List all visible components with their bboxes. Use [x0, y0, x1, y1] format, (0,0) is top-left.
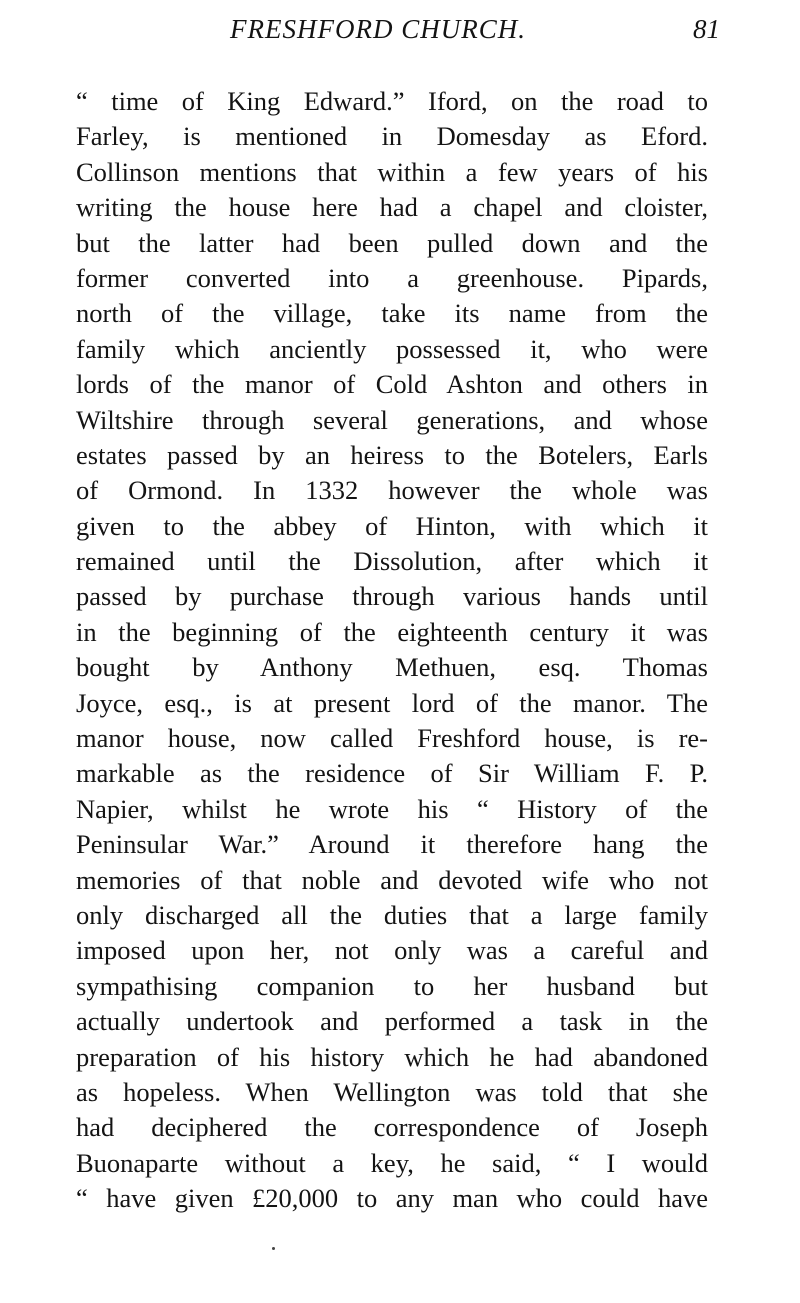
text-line: in the beginning of the eighteenth century it was — [76, 616, 708, 647]
text-line: Joyce, esq., is at present lord of the manor. The — [76, 687, 708, 718]
text-line: estates passed by an heiress to the Botelers, Earls — [76, 439, 708, 470]
text-line: “ have given £20,000 to any man who could have — [76, 1183, 708, 1214]
page-header — [230, 14, 730, 50]
text-line: but the latter had been pulled down and the — [76, 227, 708, 258]
page-number: 81 — [693, 14, 720, 44]
text-line: “ time of King Edward.” Iford, on the road to — [76, 86, 708, 116]
text-line: had deciphered the correspondence of Joseph — [76, 1112, 708, 1143]
text-line: manor house, now called Freshford house, is re- — [76, 723, 708, 754]
text-line: markable as the residence of Sir William F. P. — [76, 758, 708, 789]
body-text — [76, 84, 708, 1217]
text-line: of Ormond. In 1332 however the whole was — [76, 475, 708, 506]
text-line: given to the abbey of Hinton, with which it — [76, 510, 708, 541]
text-line: north of the village, take its name from the — [76, 298, 708, 329]
text-line: as hopeless. When Wellington was told that she — [76, 1076, 708, 1107]
text-line: Peninsular War.” Around it therefore hang the — [76, 829, 708, 860]
text-line: Buonaparte without a key, he said, “ I would — [76, 1147, 708, 1178]
text-line: Napier, whilst he wrote his “ History of the — [76, 793, 708, 824]
running-title: FRESHFORD CHURCH. — [230, 14, 526, 44]
text-line: imposed upon her, not only was a careful and — [76, 935, 708, 966]
text-line: actually undertook and performed a task in the — [76, 1006, 708, 1037]
text-line: sympathising companion to her husband but — [76, 970, 708, 1001]
text-line: former converted into a greenhouse. Pipards, — [76, 262, 708, 293]
text-line: Farley, is mentioned in Domesday as Eford. — [76, 121, 708, 152]
text-line: passed by purchase through various hands until — [76, 581, 708, 612]
text-line: family which anciently possessed it, who were — [76, 333, 708, 364]
text-line: Collinson mentions that within a few years of his — [76, 156, 708, 187]
text-line: only discharged all the duties that a large family — [76, 899, 708, 930]
text-line: writing the house here had a chapel and cloister, — [76, 192, 708, 223]
text-line: Wiltshire through several generations, and whose — [76, 404, 708, 435]
text-line: bought by Anthony Methuen, esq. Thomas — [76, 652, 708, 683]
text-line: remained until the Dissolution, after which it — [76, 546, 708, 577]
print-speck — [272, 1247, 275, 1250]
text-line: lords of the manor of Cold Ashton and others in — [76, 369, 708, 400]
text-line: preparation of his history which he had abandoned — [76, 1041, 708, 1072]
text-line: memories of that noble and devoted wife who not — [76, 864, 708, 895]
